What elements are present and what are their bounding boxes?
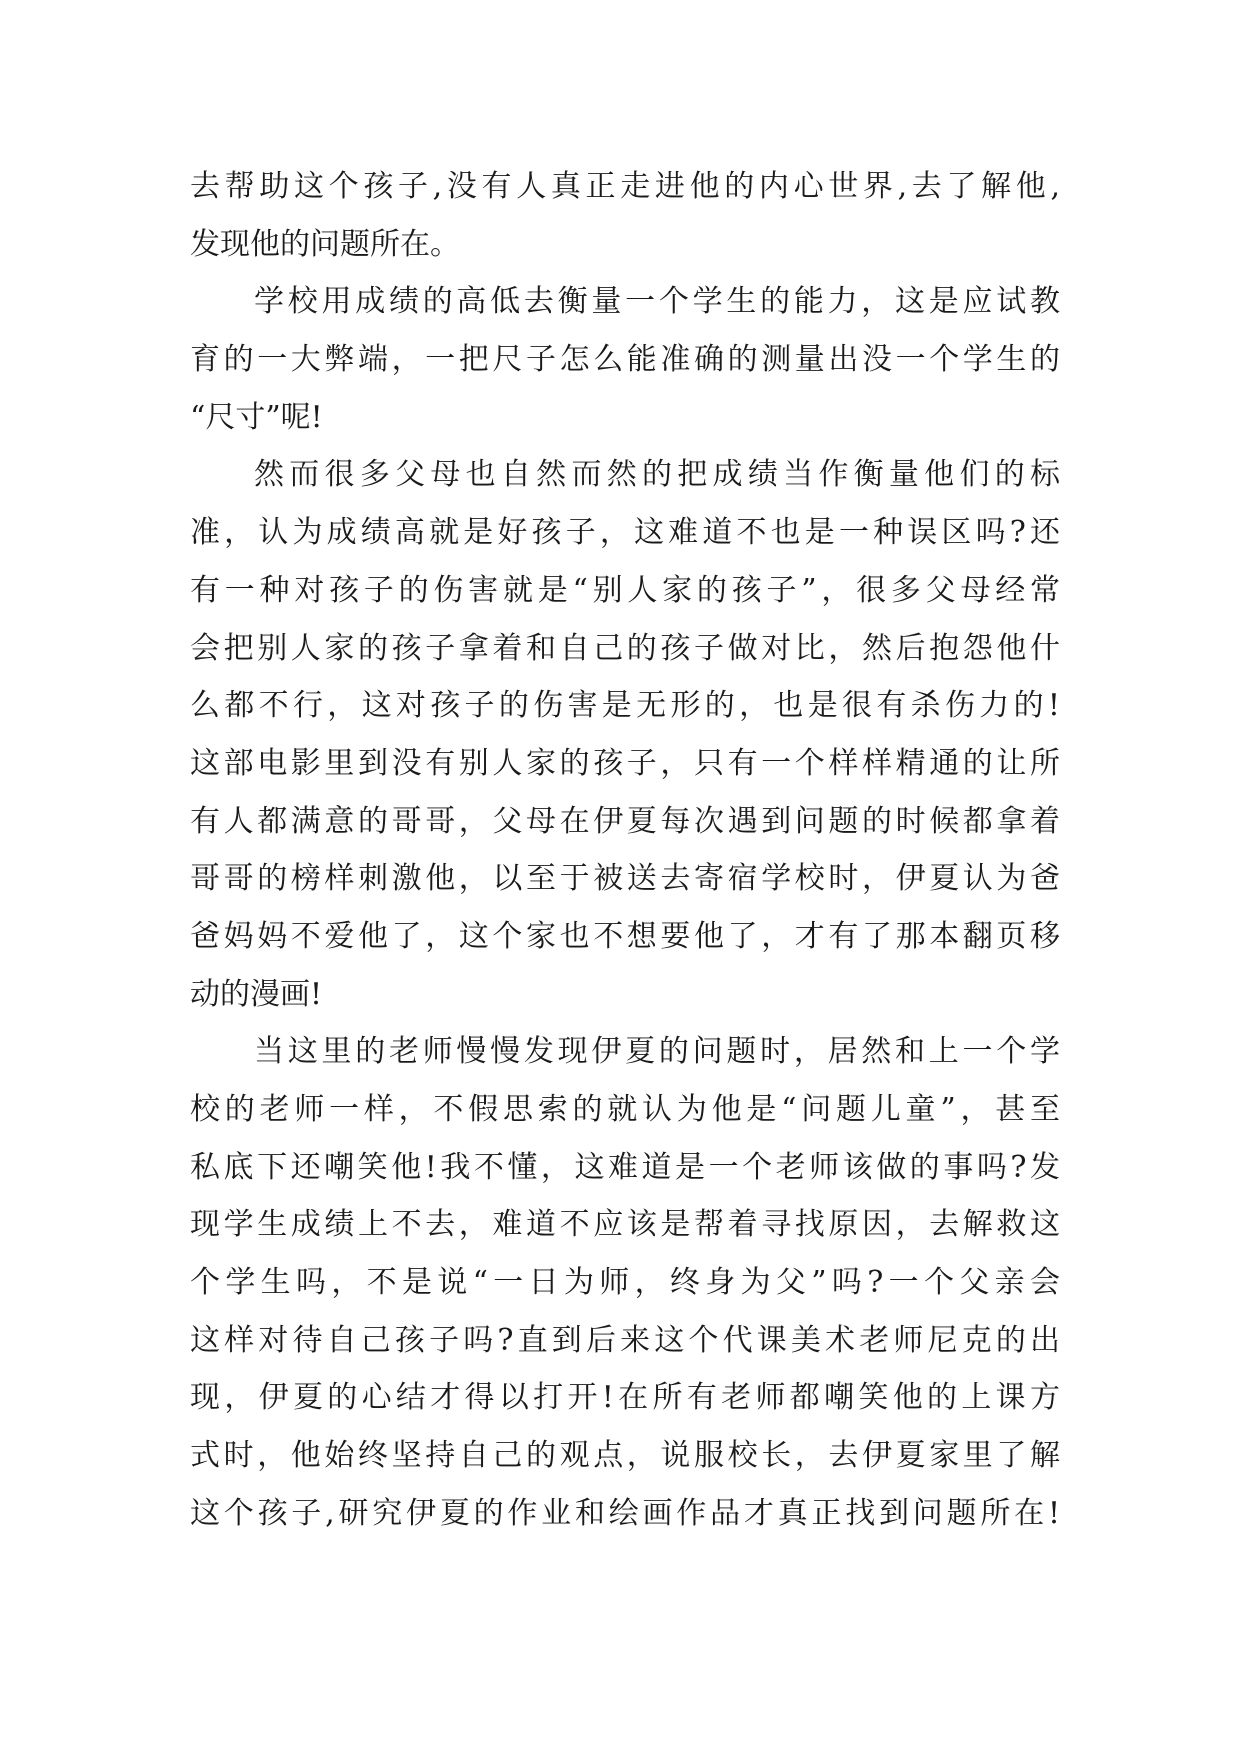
body-text	[190, 158, 1060, 1543]
text-line: 有一种对孩子的伤害就是“别人家的孩子”，很多父母经常	[190, 572, 1060, 608]
paragraph-first-line: 学校用成绩的高低去衡量一个学生的能力，这是应试教	[254, 284, 1060, 320]
text-line: 有人都满意的哥哥，父母在伊夏每次遇到问题的时候都拿着	[190, 803, 1060, 839]
text-line: 去帮助这个孩子,没有人真正走进他的内心世界,去了解他,	[190, 169, 1060, 204]
text-line: “尺寸”呢!	[190, 399, 323, 435]
text-line: 哥哥的榜样刺激他，以至于被送去寄宿学校时，伊夏认为爸	[190, 861, 1060, 897]
text-line: 准，认为成绩高就是好孩子，这难道不也是一种误区吗?还	[190, 515, 1060, 551]
text-line: 现，伊夏的心结才得以打开!在所有老师都嘲笑他的上课方	[190, 1380, 1060, 1416]
text-line: 育的一大弊端，一把尺子怎么能准确的测量出没一个学生的	[190, 342, 1060, 378]
text-line: 爸妈妈不爱他了，这个家也不想要他了，才有了那本翻页移	[190, 918, 1060, 954]
text-line: 现学生成绩上不去，难道不应该是帮着寻找原因，去解救这	[190, 1207, 1060, 1243]
paragraph-first-line: 当这里的老师慢慢发现伊夏的问题时，居然和上一个学	[254, 1034, 1060, 1070]
text-line: 动的漫画!	[190, 976, 323, 1012]
text-line: 么都不行，这对孩子的伤害是无形的，也是很有杀伤力的!	[190, 688, 1060, 724]
text-line: 会把别人家的孩子拿着和自己的孩子做对比，然后抱怨他什	[190, 630, 1060, 666]
text-line: 校的老师一样，不假思索的就认为他是“问题儿童”，甚至	[190, 1092, 1060, 1127]
text-line: 发现他的问题所在。	[190, 226, 460, 262]
text-line: 这样对待自己孩子吗?直到后来这个代课美术老师尼克的出	[190, 1322, 1060, 1358]
text-line: 私底下还嘲笑他!我不懂，这难道是一个老师该做的事吗?发	[190, 1149, 1060, 1185]
text-line: 这个孩子,研究伊夏的作业和绘画作品才真正找到问题所在!	[190, 1495, 1060, 1531]
text-line: 这部电影里到没有别人家的孩子，只有一个样样精通的让所	[190, 745, 1060, 781]
text-line: 个学生吗，不是说“一日为师，终身为父”吗?一个父亲会	[190, 1265, 1060, 1301]
text-line: 式时，他始终坚持自己的观点，说服校长，去伊夏家里了解	[190, 1438, 1060, 1474]
paragraph-first-line: 然而很多父母也自然而然的把成绩当作衡量他们的标	[254, 457, 1060, 493]
